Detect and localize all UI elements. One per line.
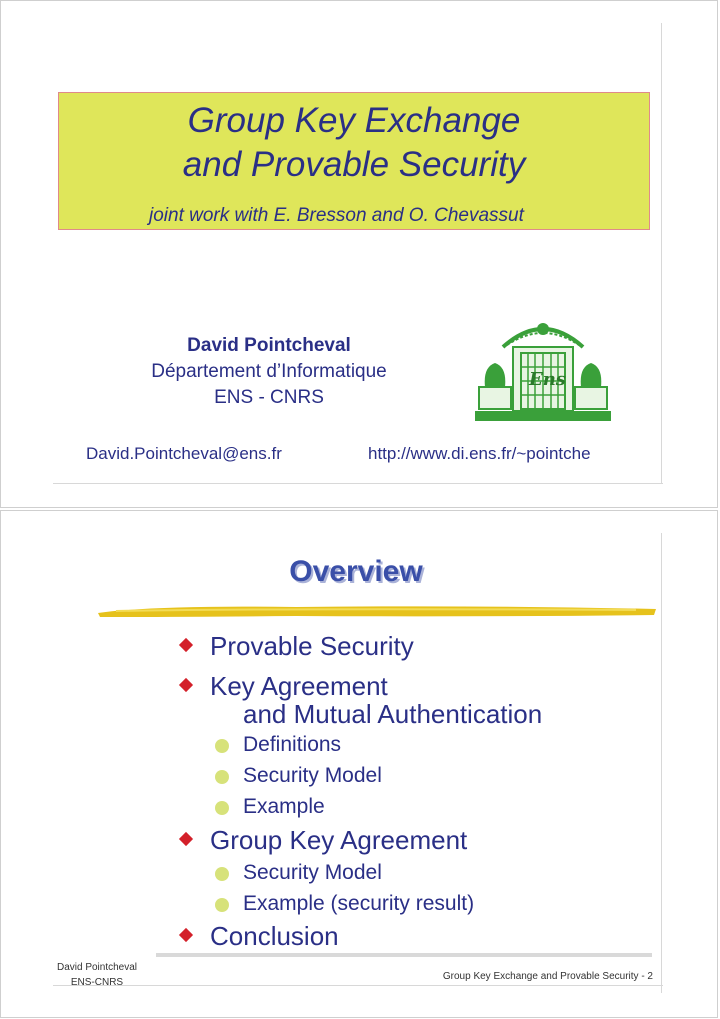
svg-text:Ens: Ens (529, 369, 566, 390)
slide-2: Overview Provable Security Key Agreement and Mutual Authentication Definitions Security Model Example Group Key Agreement Security Model Example (security result) Conclusion David Pointcheval ENS-CNRS Group Key Exchange and Provable Security - 2 (0, 510, 718, 1018)
diamond-bullet-icon (179, 832, 193, 846)
author-email: David.Pointcheval@ens.fr (86, 444, 282, 463)
slide-border-bottom (53, 985, 663, 986)
diamond-bullet-icon (179, 678, 193, 692)
circle-bullet-icon (215, 898, 229, 912)
title-line-2: and Provable Security (182, 145, 526, 184)
diamond-bullet-icon (179, 638, 193, 652)
slide-border-right (661, 23, 662, 483)
slide-border-bottom (53, 483, 663, 484)
author-organization: ENS - CNRS (214, 387, 324, 408)
footer-title-page: Group Key Exchange and Provable Security - 2 (442, 971, 653, 982)
slide-1 (0, 0, 718, 508)
subtitle: joint work with E. Bresson and O. Chevassut (149, 205, 524, 226)
circle-bullet-icon (215, 801, 229, 815)
footer-divider (156, 953, 652, 957)
author-block (89, 335, 449, 413)
slide-border-right (661, 533, 662, 993)
author-department: Département d’Informatique (151, 361, 387, 382)
circle-bullet-icon (215, 867, 229, 881)
footer-author: David Pointcheval ENS-CNRS (56, 962, 138, 988)
circle-bullet-icon (215, 770, 229, 784)
circle-bullet-icon (215, 739, 229, 753)
title-underline-brush (96, 599, 658, 621)
author-name: David Pointcheval (187, 335, 351, 356)
title-line-1: Group Key Exchange (187, 101, 521, 140)
author-url: http://www.di.ens.fr/~pointche (368, 444, 591, 463)
ens-logo-icon (473, 317, 613, 425)
diamond-bullet-icon (179, 928, 193, 942)
title-box (58, 92, 650, 230)
slide-title: Overview (289, 555, 423, 588)
list-item-continuation: and Mutual Authentication (243, 699, 543, 729)
